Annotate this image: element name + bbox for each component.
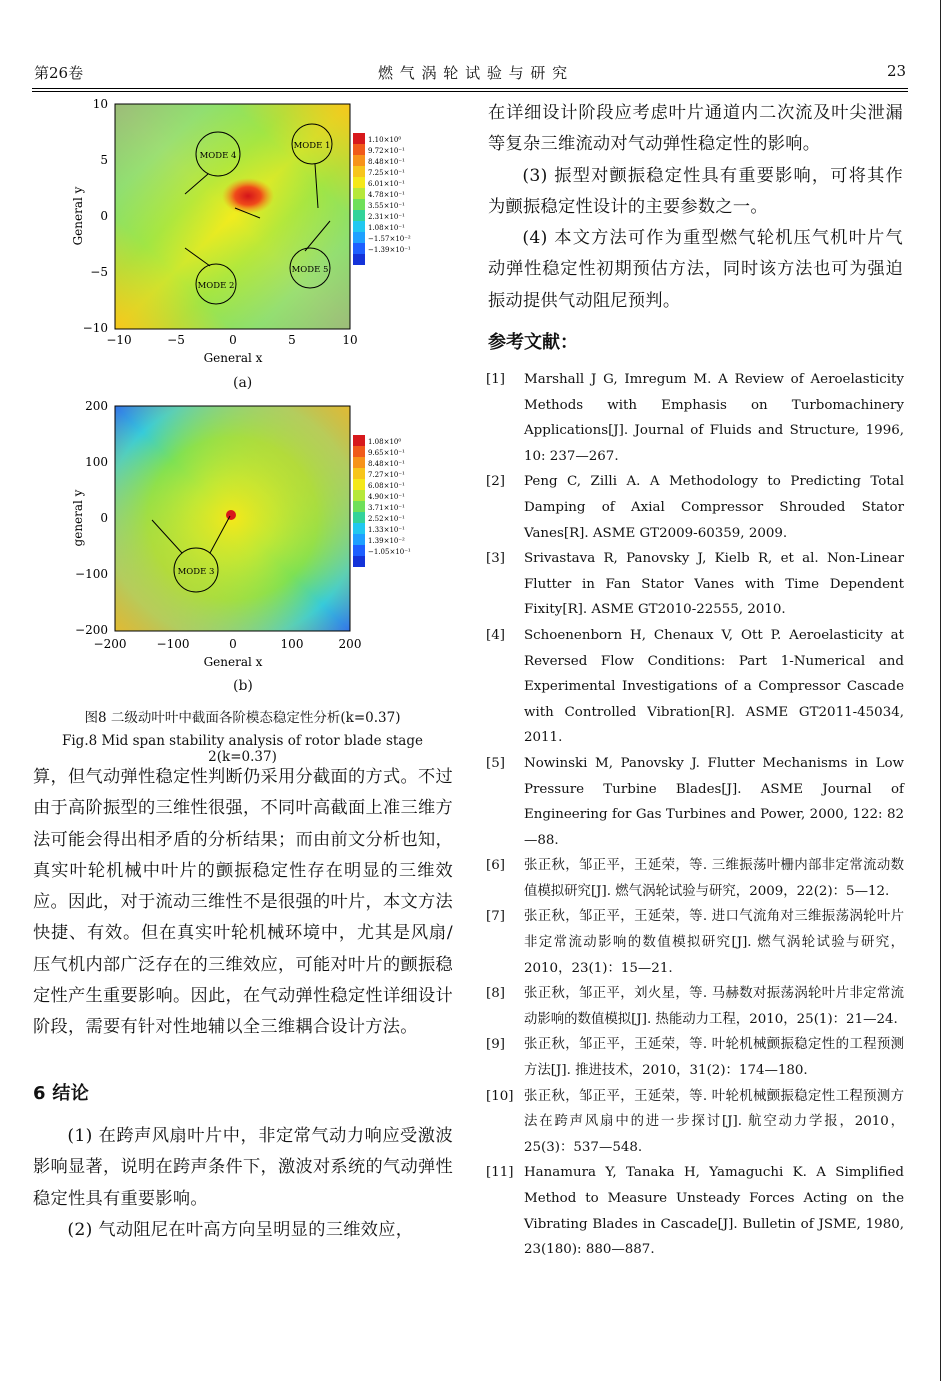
hot-spot-a: [222, 178, 274, 214]
ref-text: Marshall J G, Imregum M. A Review of Aeroelasticity Methods with Emphasis on Turbomachinery Applications[J]. Journal of Fluids and Structure, 1996, 10: 237—267.: [524, 372, 904, 464]
ref-number: [2]: [486, 474, 505, 490]
figure-caption-cn: 图8 二级动叶叶中截面各阶模态稳定性分析(k=0.37): [84, 710, 401, 726]
legend-value: 9.65×10⁻¹: [368, 449, 405, 457]
conclusion-4: (4) 本文方法可作为重型燃气轮机压气机叶片气动弹性稳定性初期预估方法，同时该方法也可为强迫振动提供气动阻尼预判。: [488, 228, 903, 311]
legend-value: 2.31×10⁻¹: [368, 213, 405, 221]
reference-item: [486, 469, 904, 546]
legend-value: 8.48×10⁻¹: [368, 460, 405, 468]
ref-number: [4]: [486, 627, 505, 643]
legend-value: 7.25×10⁻¹: [368, 169, 405, 177]
ref-text: Srivastava R, Panovsky J, Kielb R, et al. Non-Linear Flutter in Fan Stator Vanes with Time Dependent Fixity[R]. ASME GT2010-22555, 2010.: [524, 551, 904, 618]
conclusion-2-continued: 在详细设计阶段应考虑叶片通道内二次流及叶尖泄漏等复杂三维流动对气动弹性稳定性的影响。: [488, 103, 903, 155]
reference-item: [486, 1084, 904, 1161]
legend-value: −1.39×10⁻¹: [368, 246, 411, 254]
legend-value: 1.39×10⁻²: [368, 537, 405, 545]
conclusion-1: (1) 在跨声风扇叶片中，非定常气动力响应受激波影响显著，说明在跨声条件下，激波对系统的气动弹性稳定性具有重要影响。: [33, 1125, 453, 1209]
page-number: 23: [887, 62, 907, 80]
x-axis-label-a: General x: [203, 351, 263, 365]
legend-value: −1.05×10⁻¹: [368, 548, 411, 556]
reference-list: [486, 367, 904, 1263]
y-tick: 0: [100, 209, 108, 223]
header-rule-thin: [32, 91, 908, 92]
ref-number: [5]: [486, 755, 505, 771]
ref-text: 张正秋，邹正平，王延荣，等. 叶轮机械颤振稳定性的工程预测方法[J]. 推进技术，2010，31(2)：174—180.: [524, 1037, 904, 1079]
subfigure-label-b: (b): [233, 678, 253, 694]
legend-value: 3.71×10⁻¹: [368, 504, 405, 512]
reference-item: [486, 367, 904, 469]
volume-label: 第26卷: [34, 64, 84, 82]
y-tick: 5: [100, 153, 108, 167]
ref-number: [10]: [486, 1088, 514, 1104]
legend-value: 6.01×10⁻¹: [368, 180, 405, 188]
y-tick: −200: [75, 623, 108, 637]
x-tick: −100: [156, 637, 190, 651]
ref-number: [9]: [486, 1037, 505, 1053]
colorbar-a: [353, 133, 365, 265]
x-tick: 5: [288, 333, 296, 347]
mode-label: MODE 4: [199, 151, 237, 161]
x-tick: 200: [338, 637, 362, 651]
legend-value: 1.33×10⁻¹: [368, 526, 405, 534]
references-heading: 参考文献：: [488, 332, 578, 353]
section-heading: 6 结论: [33, 1082, 89, 1104]
hot-spot-b: [226, 510, 236, 520]
mode-label: MODE 1: [293, 141, 331, 151]
legend-value: 3.55×10⁻¹: [368, 202, 405, 210]
y-tick: 100: [85, 455, 108, 469]
x-tick: −10: [106, 333, 132, 347]
ref-number: [11]: [486, 1165, 514, 1181]
legend-value: 9.72×10⁻¹: [368, 147, 405, 155]
mode-label: MODE 5: [291, 265, 329, 275]
ref-number: [3]: [486, 551, 505, 567]
legend-value: 1.08×10⁰: [368, 438, 402, 446]
x-tick: −5: [167, 333, 185, 347]
reference-item: [486, 1032, 904, 1083]
ref-number: [6]: [486, 858, 505, 874]
ref-text: Peng C, Zilli A. A Methodology to Predicting Total Damping of Axial Compressor Shrouded Stator Vanes[R]. ASME GT2009-60359, 2009.: [524, 474, 904, 541]
ref-number: [7]: [486, 909, 505, 925]
conclusion-2: (2) 气动阻尼在叶高方向呈明显的三维效应，: [67, 1219, 414, 1240]
ref-text: 张正秋，邹正平，王延荣，等. 三维振荡叶栅内部非定常流动数值模拟研究[J]. 燃气涡轮试验与研究，2009，22(2)：5—12.: [524, 858, 904, 899]
x-tick: 0: [229, 333, 237, 347]
conclusion-3: (3) 振型对颤振稳定性具有重要影响，可将其作为颤振稳定性设计的主要参数之一。: [488, 165, 903, 217]
ref-text: 张正秋，邹正平，王延荣，等. 进口气流角对三维振荡涡轮叶片非定常流动影响的数值模拟研究[J]. 燃气涡轮试验与研究，2010，23(1)：15—21.: [524, 909, 904, 976]
colorbar-b: [353, 435, 365, 567]
figure-a: [60, 96, 420, 368]
journal-title: 燃 气 涡 轮 试 验 与 研 究: [378, 64, 569, 82]
mode-label: MODE 3: [177, 567, 215, 577]
figure-b: [60, 398, 420, 670]
reference-item: [486, 1160, 904, 1262]
legend-value: 4.78×10⁻¹: [368, 191, 405, 199]
legend-value: 2.52×10⁻¹: [368, 515, 405, 523]
x-ticks-a: [106, 333, 357, 347]
y-tick: −5: [90, 265, 108, 279]
colorbar-labels-b: [368, 438, 411, 556]
x-tick: −200: [93, 637, 127, 651]
legend-value: 4.90×10⁻¹: [368, 493, 405, 501]
colorbar-labels-a: [368, 136, 411, 254]
legend-value: −1.57×10⁻²: [368, 235, 411, 243]
reference-item: [486, 853, 904, 904]
legend-value: 8.48×10⁻¹: [368, 158, 405, 166]
x-ticks-b: [94, 637, 362, 651]
legend-value: 6.08×10⁻¹: [368, 482, 405, 490]
reference-item: [486, 981, 904, 1032]
ref-text: Hanamura Y, Tanaka H, Yamaguchi K. A Simplified Method to Measure Unsteady Forces Acting on the Vibrating Blades in Cascade[J]. Bulletin of JSME, 1980, 23(180): 880—887.: [524, 1165, 904, 1258]
y-ticks-a: [83, 97, 108, 335]
legend-value: 1.10×10⁰: [368, 136, 402, 144]
reference-item: [486, 904, 904, 981]
x-axis-label-b: General x: [203, 655, 263, 669]
reference-item: [486, 623, 904, 751]
reference-item: [486, 751, 904, 853]
ref-text: 张正秋，邹正平，王延荣，等. 叶轮机械颤振稳定性工程预测方法在跨声风扇中的进一步探讨[J]. 航空动力学报，2010，25(3)：537—548.: [524, 1088, 904, 1155]
y-tick: 0: [100, 511, 108, 525]
y-tick: 10: [92, 97, 108, 111]
ref-text: 张正秋，邹正平，刘火星，等. 马赫数对振荡涡轮叶片非定常流动影响的数值模拟[J]. 热能动力工程，2010，25(1)：21—24.: [524, 986, 904, 1027]
ref-number: [8]: [486, 986, 505, 1002]
right-column: [488, 98, 903, 317]
y-tick: −100: [75, 567, 108, 581]
header-rule: [32, 88, 908, 89]
y-axis-label-a: General y: [71, 186, 85, 246]
legend-value: 1.08×10⁻¹: [368, 224, 405, 232]
ref-number: [1]: [486, 372, 505, 387]
ref-text: Nowinski M, Panovsky J. Flutter Mechanisms in Low Pressure Turbine Blades[J]. ASME Journal of Engineering for Gas Turbines and Power, 2000, 122: 82—88.: [524, 755, 904, 848]
reference-item: [486, 546, 904, 623]
ref-text: Schoenenborn H, Chenaux V, Ott P. Aeroelasticity at Reversed Flow Conditions: Part 1-Numerical and Experimental Investigations of a Compressor Cascade with Controlled Vibration[R]. ASME GT2011-45034, 2011.: [524, 627, 904, 746]
subfigure-label-a: (a): [233, 375, 253, 391]
y-tick: 200: [85, 399, 108, 413]
left-column: [33, 762, 453, 1246]
figure-caption-en: Fig.8 Mid span stability analysis of rotor blade stage 2(k=0.37): [62, 733, 423, 765]
x-tick: 10: [342, 333, 358, 347]
legend-value: 7.27×10⁻¹: [368, 471, 405, 479]
x-tick: 100: [280, 637, 304, 651]
paragraph: 算，但气动弹性稳定性判断仍采用分截面的方式。不过由于高阶振型的三维性很强，不同叶高截面上准三维方法可能会得出相矛盾的分析结果；而由前文分析也知，真实叶轮机械中叶片的颤振稳定性存在明显的三维效应。因此，对于流动三维性不是很强的叶片，本文方法快捷、有效。但在真实叶轮机械环境中，尤其是风扇/压气机内部广泛存在的三维效应，可能对叶片的颤振稳定性产生重要影响。因此，在气动弹性稳定性详细设计阶段，需要有针对性地辅以全三维耦合设计方法。: [33, 767, 453, 1038]
x-tick: 0: [229, 637, 237, 651]
mode-label: MODE 2: [197, 281, 235, 291]
y-tick: −10: [82, 321, 108, 335]
y-axis-label-b: general y: [71, 489, 85, 547]
